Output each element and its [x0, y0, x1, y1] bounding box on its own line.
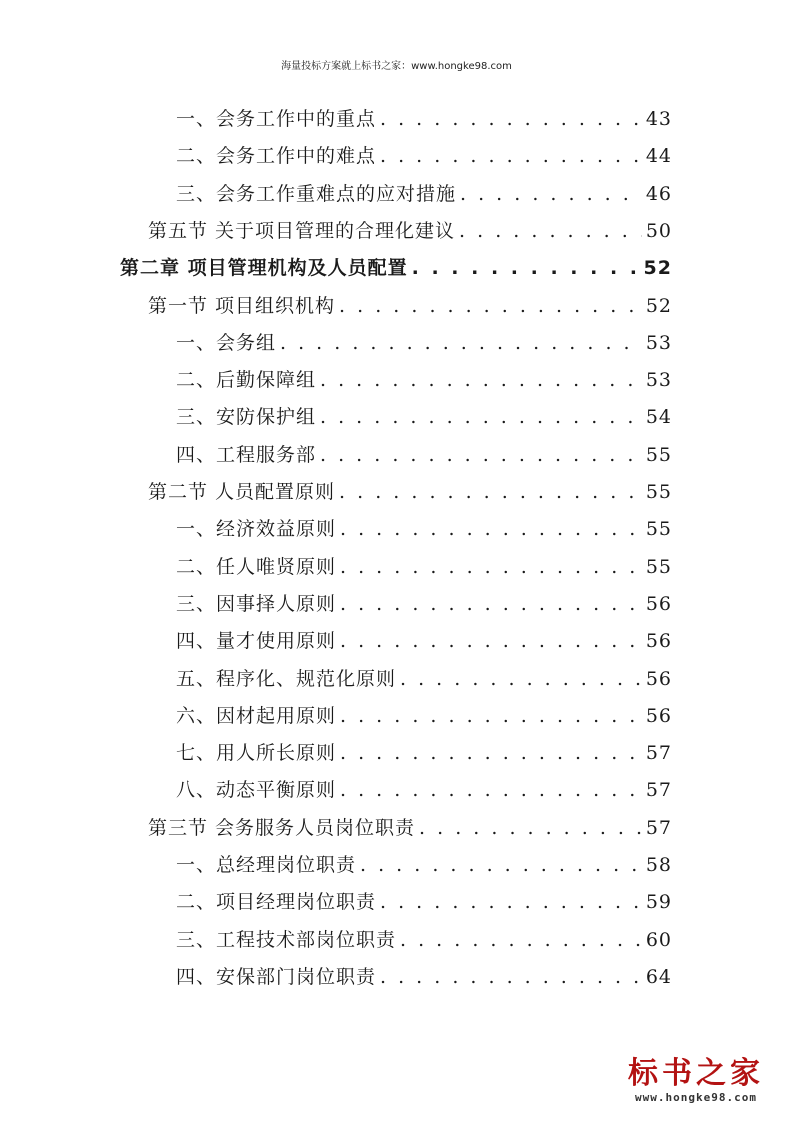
- toc-page-number: 60: [645, 928, 672, 951]
- toc-leader-dots: [280, 325, 642, 362]
- toc-label: 四、工程服务部: [176, 443, 317, 466]
- toc-page-number: 58: [645, 854, 672, 876]
- toc-item: [176, 176, 672, 213]
- toc-section: [148, 810, 672, 847]
- toc-page-number: 57: [645, 779, 672, 802]
- toc-page-number: 55: [645, 443, 672, 466]
- toc-item: [176, 549, 672, 586]
- toc-item: [176, 138, 672, 175]
- logo-url: www.hongke98.com: [635, 1091, 757, 1104]
- toc-label: 一、会务工作中的重点: [176, 108, 377, 130]
- toc-leader-dots: [320, 399, 642, 436]
- toc-label: 四、量才使用原则: [176, 630, 337, 653]
- toc-label: 三、工程技术部岗位职责: [176, 928, 397, 951]
- toc-leader-dots: [340, 549, 642, 586]
- toc-label: 二、会务工作中的难点: [176, 145, 377, 168]
- toc-leader-dots: [340, 735, 642, 772]
- toc-leader-dots: [400, 661, 642, 698]
- logo: [621, 1057, 771, 1104]
- toc-page-number: 57: [645, 816, 672, 839]
- toc-page-number: 54: [645, 406, 672, 429]
- toc-label: 一、总经理岗位职责: [176, 854, 357, 876]
- toc-item: [176, 623, 672, 660]
- toc-item: [176, 362, 672, 399]
- toc-chapter: [120, 250, 672, 287]
- toc-label: 八、动态平衡原则: [176, 779, 337, 802]
- toc-section: [148, 213, 672, 250]
- toc-label: 第三节 会务服务人员岗位职责: [148, 816, 416, 839]
- toc-leader-dots: [459, 213, 642, 250]
- toc-leader-dots: [419, 810, 642, 847]
- toc-label: 二、后勤保障组: [176, 369, 317, 392]
- toc-item: [176, 884, 672, 921]
- toc-item: [176, 325, 672, 362]
- toc-item: [176, 698, 672, 735]
- toc-page-number: 44: [645, 145, 672, 168]
- toc-page-number: 50: [645, 219, 672, 242]
- toc-page-number: 43: [645, 108, 672, 130]
- toc-label: 七、用人所长原则: [176, 742, 337, 765]
- toc-leader-dots: [380, 884, 642, 921]
- toc-item: [176, 959, 672, 996]
- toc-page-number: 55: [645, 481, 672, 503]
- toc-item: [176, 847, 672, 884]
- toc-leader-dots: [340, 772, 642, 809]
- toc-label: 五、程序化、规范化原则: [176, 667, 397, 690]
- toc-item: [176, 922, 672, 959]
- toc-item: [176, 101, 672, 138]
- toc-leader-dots: [339, 474, 642, 511]
- toc-label: 六、因材起用原则: [176, 704, 337, 727]
- toc-section: [148, 288, 672, 325]
- toc-section: [148, 474, 672, 511]
- toc-page-number: 46: [645, 182, 672, 205]
- toc-page-number: 53: [645, 331, 672, 354]
- toc-item: [176, 437, 672, 474]
- toc-label: 三、因事择人原则: [176, 592, 337, 615]
- toc-label: 四、安保部门岗位职责: [176, 965, 377, 988]
- logo-text: 标书之家: [628, 1056, 764, 1091]
- page-header: 海量投标方案就上标书之家：www.hongke98.com: [281, 61, 512, 72]
- toc-page-number: 56: [645, 592, 672, 615]
- toc-page-number: 56: [645, 630, 672, 653]
- toc-leader-dots: [360, 847, 642, 884]
- toc-item: [176, 511, 672, 548]
- toc-label: 二、任人唯贤原则: [176, 555, 337, 578]
- toc-page-number: 53: [645, 369, 672, 392]
- toc-leader-dots: [320, 437, 642, 474]
- toc-leader-dots: [340, 698, 642, 735]
- toc-label: 一、经济效益原则: [176, 518, 337, 541]
- toc-leader-dots: [339, 288, 642, 325]
- toc-leader-dots: [412, 250, 640, 287]
- toc-label: 二、项目经理岗位职责: [176, 891, 377, 914]
- toc-label: 三、安防保护组: [176, 406, 317, 429]
- toc-page-number: 64: [645, 965, 672, 988]
- toc-leader-dots: [380, 101, 642, 138]
- toc-item: [176, 586, 672, 623]
- toc-label: 第二章 项目管理机构及人员配置: [120, 257, 408, 280]
- toc-leader-dots: [400, 922, 642, 959]
- toc-page-number: 52: [643, 257, 672, 280]
- toc-label: 第五节 关于项目管理的合理化建议: [148, 219, 456, 242]
- toc-item: [176, 661, 672, 698]
- toc-page-number: 52: [645, 294, 672, 317]
- toc-page-number: 57: [645, 742, 672, 765]
- toc-label: 一、会务组: [176, 331, 277, 354]
- toc-label: 三、会务工作重难点的应对措施: [176, 182, 457, 205]
- toc-leader-dots: [340, 511, 642, 548]
- toc-leader-dots: [380, 138, 642, 175]
- toc-page-number: 59: [645, 891, 672, 914]
- toc-item: [176, 399, 672, 436]
- toc-page-number: 55: [645, 518, 672, 541]
- toc-page-number: 56: [645, 667, 672, 690]
- toc-label: 第一节 项目组织机构: [148, 294, 336, 317]
- toc-label: 第二节 人员配置原则: [148, 481, 336, 503]
- toc-item: [176, 772, 672, 809]
- toc-item: [176, 735, 672, 772]
- toc-page-number: 56: [645, 704, 672, 727]
- toc-leader-dots: [460, 176, 642, 213]
- toc-page-number: 55: [645, 555, 672, 578]
- toc-leader-dots: [340, 623, 642, 660]
- toc-leader-dots: [340, 586, 642, 623]
- toc-leader-dots: [380, 959, 642, 996]
- toc-leader-dots: [320, 362, 642, 399]
